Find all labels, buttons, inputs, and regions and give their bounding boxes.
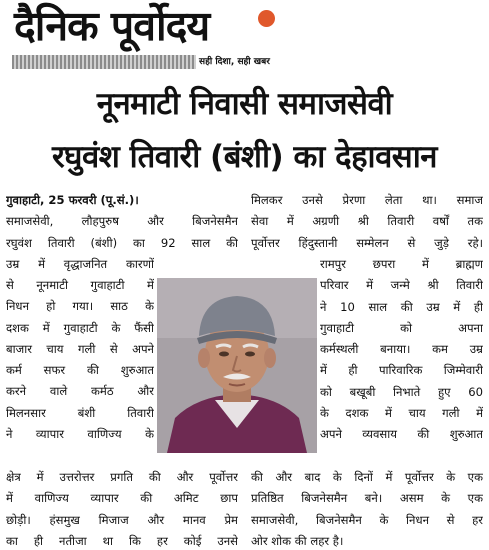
text-line: परिवार में जन्मे श्री तिवारी <box>320 278 483 293</box>
headline-line-1: नूनमाटी निवासी समाजसेवी <box>96 86 393 122</box>
bottom-left-column <box>6 467 238 550</box>
bottom-right-column <box>251 467 483 550</box>
portrait-illustration <box>157 278 317 453</box>
text-line: मिलकर उनसे प्रेरणा लेता था। समाज <box>251 193 483 207</box>
text-line: प्रतिष्ठित बिजनेसमैन बने। असम के एक <box>251 491 483 506</box>
text-line: दशक में गुवाहाटी के फैंसी <box>6 320 154 335</box>
text-line: निधन हो गया। साठ के <box>6 299 154 314</box>
text-line: उम्र में वृद्धाजनित कारणों <box>6 256 154 271</box>
text-line: कर्म सफर की शुरुआत <box>6 363 154 378</box>
column-right-top <box>251 190 483 254</box>
column-left-narrow <box>6 275 154 445</box>
text-line: करने वाले कर्मठ और <box>6 384 154 399</box>
newspaper-logo: दैनिक पूर्वोदय <box>14 2 210 50</box>
headline-line-2: रघुवंश तिवारी (बंशी) का देहावसान <box>51 139 438 175</box>
column-left-top <box>6 190 238 275</box>
column-right-narrow <box>320 254 483 446</box>
text-line: को बखूबी निभाते हुए 60 <box>320 384 483 399</box>
text-line: अपने व्यवसाय की शुरुआत <box>320 427 483 442</box>
logo-orange-dot-icon <box>258 10 275 27</box>
text-line: से नूनमाटी गुवाहाटी में <box>6 278 154 292</box>
text-line: रामपुर छपरा में ब्राह्मण <box>320 257 483 271</box>
portrait-photo <box>157 278 317 453</box>
text-line: में वाणिज्य व्यापार की अमिट छाप <box>6 491 238 506</box>
text-line: ने व्यापार वाणिज्य के <box>6 427 154 442</box>
text-line: कर्मस्थली बनाया। कम उम्र <box>320 342 483 357</box>
text-line: समाजसेवी, बिजनेसमैन के निधन से हर <box>251 512 483 527</box>
text-line: क्षेत्र में उत्तरोत्तर प्रगति की और पूर्वोत्तर <box>6 470 238 484</box>
text-line: रघुवंश तिवारी (बंशी) का 92 साल की <box>6 235 238 250</box>
text-line: के दशक में चाय गली में <box>320 406 483 421</box>
text-line: गुवाहाटी को अपना <box>320 320 483 335</box>
masthead-tagline: सही दिशा, सही खबर <box>196 54 273 70</box>
text-line: मिलनसार बंशी तिवारी <box>6 405 154 420</box>
masthead <box>0 0 489 80</box>
text-line: ने 10 साल की उम्र में ही <box>320 299 483 314</box>
text-line: में ही पारिवारिक जिम्मेवारी <box>320 363 483 378</box>
text-line: का ही नतीजा था कि हर कोई उनसे <box>6 533 238 548</box>
text-line: समाजसेवी, लौहपुरुष और बिजनेसमैन <box>6 214 238 229</box>
text-line: बाजार चाय गली से अपने <box>6 341 154 356</box>
text-line: सेवा में अग्रणी श्री तिवारी वर्षों तक <box>251 214 483 229</box>
dateline: गुवाहाटी, 25 फरवरी (पू.सं.)। <box>6 193 139 207</box>
text-line: ओर शोक की लहर है। <box>251 533 344 548</box>
text-line: पूर्वोत्तर हिंदुस्तानी सम्मेलन से जुड़े रहे। <box>251 235 483 250</box>
text-line: की और बाद के दिनों में पूर्वोत्तर के एक <box>251 470 483 484</box>
text-line: छोड़ी। हंसमुख मिजाज और मानव प्रेम <box>6 512 238 527</box>
